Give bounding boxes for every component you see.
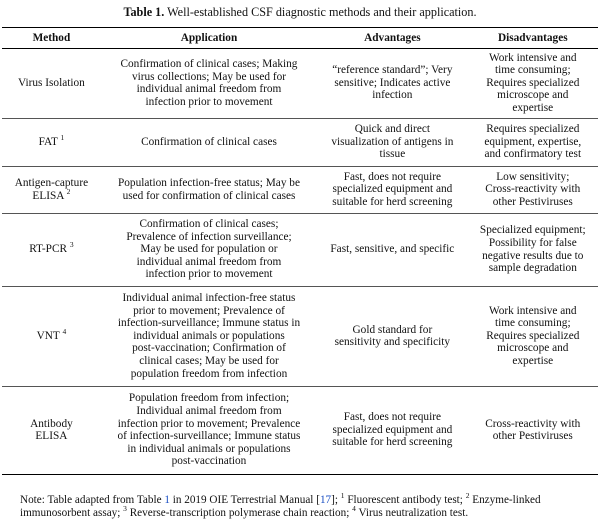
header-advantages: Advantages [317,28,467,49]
table-link[interactable]: 1 [164,494,170,506]
application-cell: Population infection-free status; May be used for confirmation of clinical cases [101,166,317,213]
disadvantages-cell: Work intensive and time consuming; Requires specialized microscope and expertise [468,48,598,118]
caption-text: Well-established CSF diagnostic methods and their application. [167,5,477,19]
header-application: Application [101,28,317,49]
table-caption [0,4,600,20]
table-row [2,166,598,213]
table-row [2,48,598,118]
table-row [2,386,598,474]
advantages-cell: Quick and direct visualization of antigens in tissue [317,118,467,166]
caption-label: Table 1. [123,5,165,19]
application-cell: Confirmation of clinical cases; Making virus collections; May be used for individual animal freedom from infection prior to movement [101,48,317,118]
application-cell: Population freedom from infection; Individual animal freedom from infection prior to movement; Prevalence of infection-surveillance; Immune status in individual animals or populations post-vaccination [101,386,317,474]
disadvantages-cell: Work intensive and time consuming; Requires specialized microscope and expertise [468,286,598,386]
header-method: Method [2,28,101,49]
application-cell: Confirmation of clinical cases; Prevalence of infection surveillance; May be used for population or individual animal freedom from infection prior to movement [101,213,317,286]
table-note: Note: Table adapted from Table 1 in 2019 OIE Terrestrial Manual [17]; $^1$ Fluorescent antibody test; $^2$ Enzyme-linked immunosorbent assay; $^3$ Reverse-transcription polymerase chain reaction; $^4$ Virus neutralization test. [20,491,541,520]
method-cell: Virus Isolation [2,48,101,118]
method-cell: RT-PCR $^3$ [2,213,101,286]
application-cell: Confirmation of clinical cases [101,118,317,166]
disadvantages-cell: Specialized equipment; Possibility for false negative results due to sample degradation [468,213,598,286]
method-cell: Antigen-capture ELISA $^2$ [2,166,101,213]
table-row [2,118,598,166]
table-row [2,286,598,386]
method-cell: Antibody ELISA [2,386,101,474]
advantages-cell: Gold standard for sensitivity and specificity [317,286,467,386]
disadvantages-cell: Cross-reactivity with other Pestiviruses [468,386,598,474]
method-cell: FAT $^1$ [2,118,101,166]
disadvantages-cell: Requires specialized equipment, expertise, and confirmatory test [468,118,598,166]
table-row [2,213,598,286]
diagnostic-methods-table [2,27,598,475]
advantages-cell: Fast, does not require specialized equipment and suitable for herd screening [317,166,467,213]
header-row [2,28,598,49]
advantages-cell: Fast, sensitive, and specific [317,213,467,286]
advantages-cell: Fast, does not require specialized equipment and suitable for herd screening [317,386,467,474]
disadvantages-cell: Low sensitivity; Cross-reactivity with other Pestiviruses [468,166,598,213]
citation-link[interactable]: 17 [319,494,332,506]
method-cell: VNT $^4$ [2,286,101,386]
header-disadvantages: Disadvantages [468,28,598,49]
advantages-cell: “reference standard”; Very sensitive; Indicates active infection [317,48,467,118]
application-cell: Individual animal infection-free status prior to movement; Prevalence of infection-surveillance; Immune status in individual animals or populations post-vaccination; Confirmation of clinical cases; May be used for population freedom from infection [101,286,317,386]
